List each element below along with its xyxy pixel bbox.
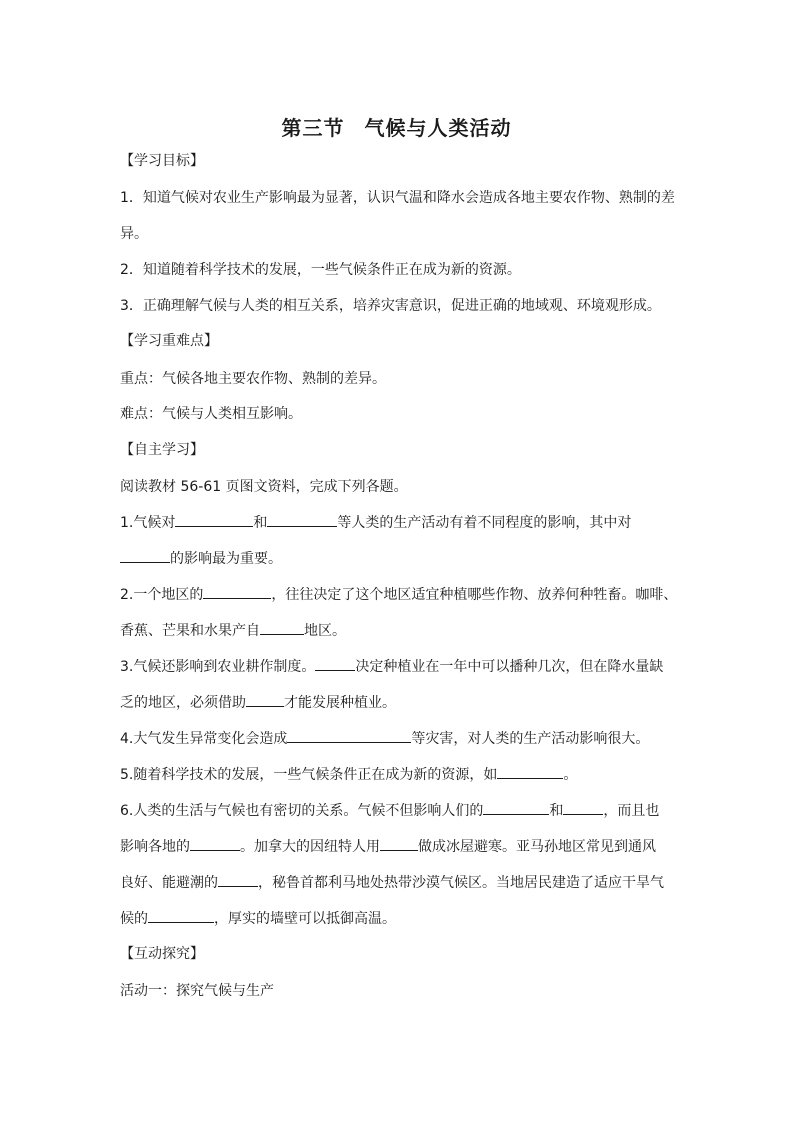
question-6-line-3 [120,872,664,893]
q6-blank-4[interactable] [380,836,418,851]
q6-text-d: 影响各地的 [120,839,190,855]
page-title [0,112,793,141]
q6-text-j: ，厚实的墙壁可以抵御高温。 [214,911,396,927]
question-2-line-2 [120,620,346,641]
question-3-line-2 [120,692,396,713]
q1-blank-3[interactable] [120,548,170,563]
q6-blank-6[interactable] [148,908,214,923]
title-section-number: 第三节 [281,116,345,140]
q3-text-b: 决定种植业在一年中可以播种几次，但在降水量缺 [355,659,664,675]
keypoint: 重点：气候各地主要农作物、熟制的差异。 [120,371,386,387]
q6-blank-1[interactable] [483,800,549,815]
title-text: 气候与人类活动 [364,116,512,140]
question-1-line-1 [120,512,631,533]
question-5 [120,764,577,785]
q4-text-a: 4.大气发生异常变化会造成 [120,731,288,747]
q5-text-b: 。 [563,767,578,783]
q2-blank-1[interactable] [203,584,271,599]
q6-text-b: 和 [549,803,564,819]
q2-blank-2[interactable] [260,620,304,635]
question-2-line-1 [120,584,677,605]
q1-blank-2[interactable] [267,512,337,527]
question-6-line-4 [120,908,396,929]
difficulty: 难点：气候与人类相互影响。 [120,406,302,422]
q1-text-d: 的影响最为重要。 [170,551,282,567]
q3-blank-2[interactable] [246,692,284,707]
q3-blank-1[interactable] [315,656,355,671]
q1-blank-1[interactable] [175,512,253,527]
q6-text-i: 候的 [120,911,148,927]
q6-text-a: 6.人类的生活与气候也有密切的关系。气候不但影响人们的 [120,803,484,819]
q1-text-a: 1.气候对 [120,515,176,531]
question-3-line-1 [120,656,663,677]
q6-text-c: ，而且也 [603,803,660,819]
self-study-heading: 【自主学习】 [120,442,204,458]
question-6-line-1 [120,800,659,821]
interactive-heading: 【互动探究】 [120,946,204,962]
objective-3: 3．正确理解气候与人类的相互关系，培养灾害意识，促进正确的地域观、环境观形成。 [120,298,661,314]
q6-blank-5[interactable] [218,872,258,887]
q6-text-f: 做成冰屋避寒。亚马孙地区常见到通风 [418,839,656,855]
q6-text-e: 。加拿大的因纽特人用 [240,839,380,855]
objective-2: 2．知道随着科学技术的发展，一些气候条件正在成为新的资源。 [120,262,521,278]
activity-1: 活动一：探究气候与生产 [120,983,274,999]
question-1-line-2 [120,548,282,569]
q2-text-a: 2.一个地区的 [120,587,204,603]
objective-1-line-1: 1．知道气候对农业生产影响最为显著，认识气温和降水会造成各地主要农作物、熟制的差 [120,190,675,206]
q5-blank-1[interactable] [497,764,563,779]
q3-text-a: 3.气候还影响到农业耕作制度。 [120,659,316,675]
objective-1-line-2: 异。 [120,226,148,242]
q6-text-g: 良好、能避潮的 [120,875,218,891]
q2-text-b: ，往往决定了这个地区适宜种植哪些作物、放养何种牲畜。咖啡、 [271,587,678,603]
q4-text-b: 等灾害，对人类的生产活动影响很大。 [411,731,650,747]
q3-text-c: 乏的地区，必须借助 [120,695,246,711]
keypoints-heading: 【学习重难点】 [120,333,218,349]
q6-blank-2[interactable] [563,800,603,815]
question-4 [120,728,649,749]
q6-blank-3[interactable] [190,836,240,851]
q2-text-d: 地区。 [304,623,346,639]
q5-text-a: 5.随着科学技术的发展，一些气候条件正在成为新的资源，如 [120,767,498,783]
q1-text-c: 等人类的生产活动有着不同程度的影响，其中对 [337,515,632,531]
question-6-line-2 [120,836,656,857]
q2-text-c: 香蕉、芒果和水果产自 [120,623,260,639]
q4-blank-1[interactable] [287,728,411,743]
q1-text-b: 和 [253,515,268,531]
objectives-heading: 【学习目标】 [120,153,204,169]
instruction: 阅读教材 56-61 页图文资料，完成下列各题。 [120,479,408,495]
q3-text-d: 才能发展种植业。 [284,695,396,711]
q6-text-h: ，秘鲁首都利马地处热带沙漠气候区。当地居民建造了适应干旱气 [258,875,664,891]
